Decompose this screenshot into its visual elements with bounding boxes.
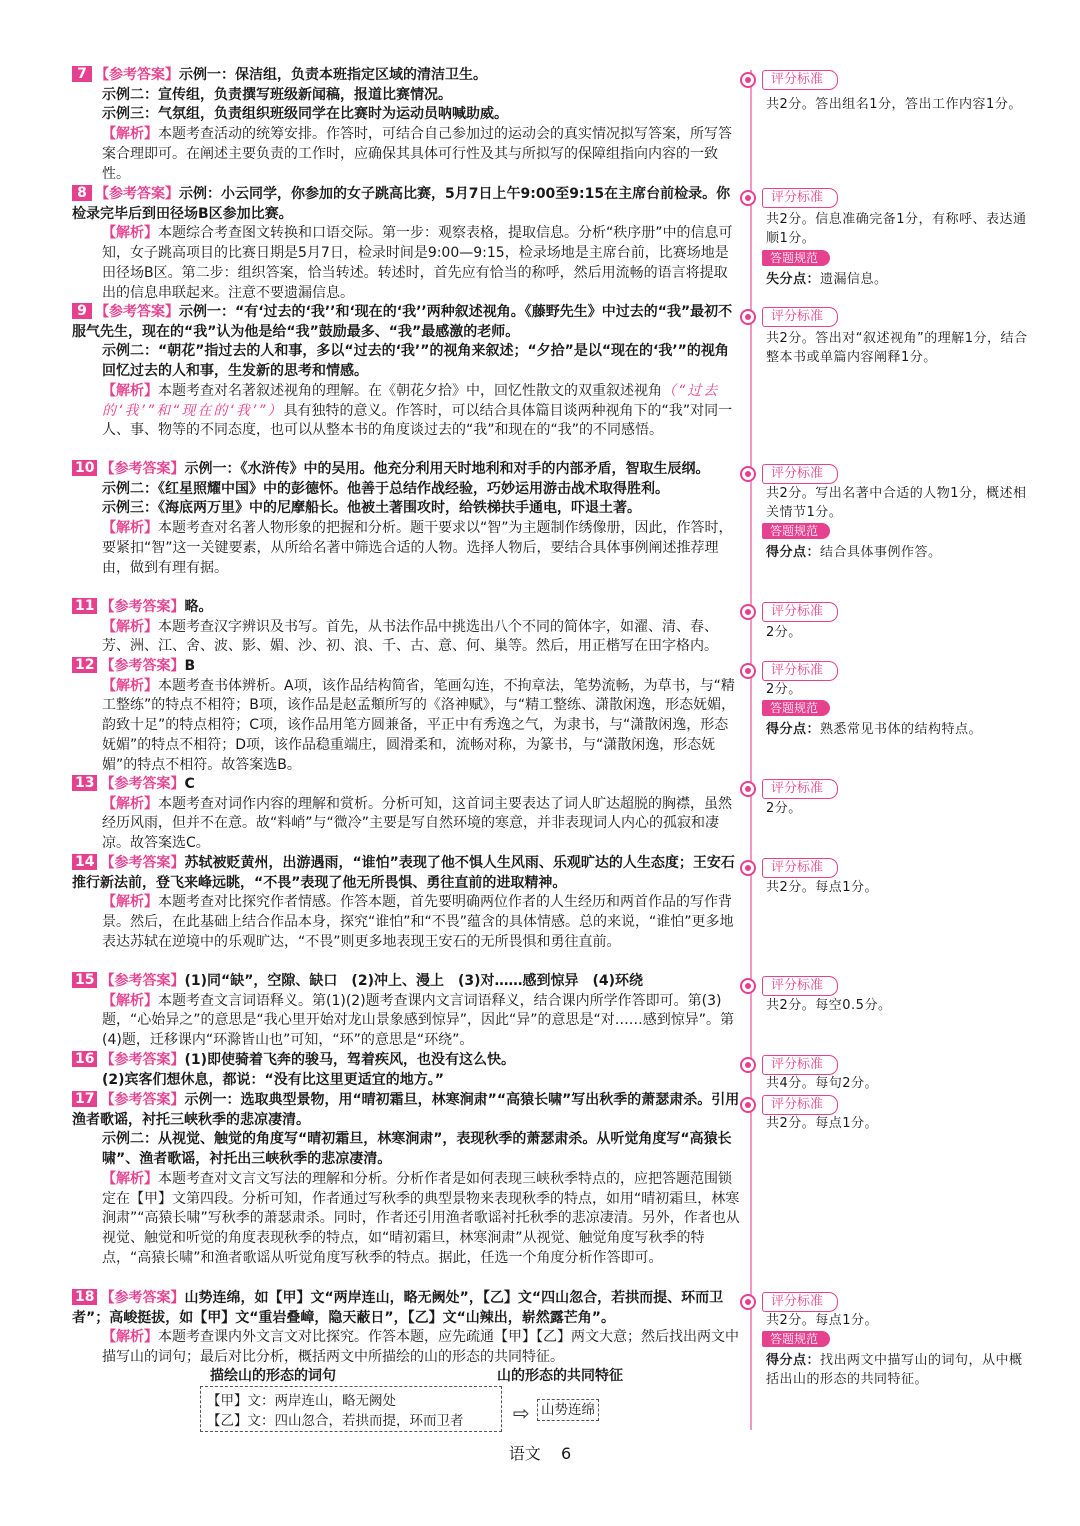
bullet-icon <box>740 663 756 679</box>
question-15: 15 【参考答案】(1)同“缺”，空隙、缺口 (2)冲上、漫上 (3)对……感到惊异 (4)环绕 【解析】本题考查文言词语释义。第(1)(2)题考查课内文言词语释义，结合课内所学作答即可。第(3)题，“心始异之”的意思是“我心里开始对龙山景象感到惊异”，因此“异”的意思是“对……感到惊异”。第(4)题，迁移课内“环滁皆山也”可知，“环”的意思是“环绕”。 <box>72 972 740 1051</box>
question-number: 15 <box>72 972 97 988</box>
phrase-row-jia: 【甲】文：两岸连山，略无阙处 <box>207 1393 396 1409</box>
arrow-right-icon: ⇨ <box>513 1401 530 1425</box>
bullet-icon <box>740 190 756 206</box>
question-number: 14 <box>72 854 97 870</box>
sidebar-divider <box>750 70 752 1430</box>
phrases-box <box>200 1386 502 1432</box>
question-13: 13 【参考答案】C 【解析】本题考查对词作内容的理解和赏析。分析可知，这首词主要表达了词人旷达超脱的胸襟，虽然经历风雨，但并不在意。故“料峭”与“微冷”主要是写自然环境的寒意，并非表现词人内心的孤寂和凄凉。故答案选C。 <box>72 775 740 854</box>
question-number: 9 <box>72 303 92 319</box>
question-12: 12 【参考答案】B 【解析】本题考查书体辨析。A项，该作品结构简省，笔画勾连，不拘章法，笔势流畅，为草书，与“精工整练”的特点不相符；B项，该作品是赵孟頫所写的《洛神赋》，与“精工整练、潇散闲逸，形态妩媚，韵致十足”的特点相符；C项，该作品用笔方圆兼备，平正中有秀逸之气，为隶书，与“潇散闲逸，形态妩媚”的特点不相符；D项，该作品稳重端庄，圆滑柔和，流畅对称，为篆书，与“潇散闲逸，形态妩媚”的特点不相符。故答案选B。 <box>72 657 740 775</box>
question-number: 12 <box>72 657 97 673</box>
bullet-icon <box>740 860 756 876</box>
score-badge: 评分标准 <box>762 858 838 878</box>
question-14: 14 【参考答案】苏轼被贬黄州，出游遇雨，“谁怕”表现了他不惧人生风雨、乐观旷达的人生态度；王安石推行新法前，登飞来峰远眺，“不畏”表现了他无所畏惧、勇往直前的进取精神。 【解析】本题考查对比探究作者情感。作答本题，首先要明确两位作者的人生经历和两首作品的写作背景。然后，在此基础上结合作品本身，探究“谁怕”和“不畏”蕴含的具体情感。总的来说，“谁怕”更多地表达苏轼在逆境中的乐观旷达，“不畏”则更多地表现王安石的无所畏惧和勇往直前。 <box>72 854 735 950</box>
question-number: 16 <box>72 1051 97 1067</box>
score-badge: 评分标准 <box>762 188 838 208</box>
score-badge: 评分标准 <box>762 464 838 484</box>
table-header-phrases: 描绘山的形态的词句 <box>210 1368 336 1384</box>
question-18: 18 【参考答案】山势连绵，如【甲】文“两岸连山，略无阙处”，【乙】文“四山忽合，若拱而提、环而卫者”；高峻挺拔，如【甲】文“重岩叠嶂，隐天蔽日”，【乙】文“山辣出，崭然露芒角”。 【解析】本题考查课内外文言文对比探究。作答本题，应先疏通【甲】【乙】两文大意；然后找出两文中描写山的词句；最后对比分析，概括两文中所描绘的山的形态的共同特征。 <box>72 1289 739 1366</box>
question-number: 17 <box>72 1091 97 1107</box>
question-number: 11 <box>72 598 97 614</box>
score-badge: 评分标准 <box>762 602 838 622</box>
question-number: 18 <box>72 1289 97 1305</box>
handwritten-note: （“过去的‘我’”和“现在的‘我’”） <box>102 382 720 419</box>
feature-box: 山势连绵 <box>537 1399 599 1421</box>
question-9: 9 【参考答案】示例一：“有‘过去的‘我’’和‘现在的‘我’’两种叙述视角。《藤野先生》中过去的“我”最初不服气先生，现在的“我”认为他是给“我”鼓励最多、“我”最感激的老师。 示例二：“朝花”指过去的人和事，多以“过去的‘我’”的视角来叙述；“夕拾”是以“现在的‘我’”的视角回忆过去的人和事，生发新的思考和情感。 【解析】本题考查对名著叙述视角的理解。在《朝花夕拾》中，回忆性散文的双重叙述视角（“过去的‘我’”和“现在的‘我’”）具有独特的意义。作答时，可以结合具体篇目谈两种视角下的“我”对同一人、事、物等的不同态度，也可以从整本书的角度谈过去的“我”和现在的“我”的不同感悟。 <box>72 303 733 439</box>
question-10: 10 【参考答案】示例一：《水浒传》中的吴用。他充分利用天时地利和对手的内部矛盾，智取生辰纲。 示例二：《红星照耀中国》中的彭德怀。他善于总结作战经验，巧妙运用游击战术取得胜利。 示例三：《海底两万里》中的尼摩船长。他被土著围攻时，给铁梯扶手通电，吓退土著。 【解析】本题考查对名著人物形象的把握和分析。题干要求以“智”为主题制作绣像册，因此，作答时，要紧扣“智”这一关键要素，从所给名著中筛选合适的人物。选择人物后，要结合具体事例阐述推荐理由，做到有理有据。 <box>72 460 740 578</box>
bullet-icon <box>740 1294 756 1310</box>
bullet-icon <box>740 604 756 620</box>
question-11: 11 【参考答案】略。 【解析】本题考查汉字辨识及书写。首先，从书法作品中挑选出八个不同的简体字，如濯、清、春、芳、洲、江、舍、波、影、媚、沙、初、浪、千、古、意、何、巢等。然后，用正楷写在田字格内。 <box>72 598 740 657</box>
bullet-icon <box>740 1097 756 1113</box>
question-number: 13 <box>72 775 97 791</box>
bullet-icon <box>740 466 756 482</box>
score-badge: 评分标准 <box>762 976 838 996</box>
score-badge: 评分标准 <box>762 1292 838 1312</box>
table-header-feature: 山的形态的共同特征 <box>497 1368 623 1384</box>
score-badge: 评分标准 <box>762 70 838 90</box>
score-badge: 评分标准 <box>762 307 838 327</box>
question-8: 8 【参考答案】示例：小云同学，你参加的女子跳高比赛，5月7日上午9:00至9:15在主席台前检录。你检录完毕后到田径场B区参加比赛。 【解析】本题综合考查图文转换和口语交际。第一步：观察表格，提取信息。分析“秩序册”中的信息可知，女子跳高项目的比赛日期是5月7日，检录时间是9:00—9:15，检录场地是主席台前，比赛场地是田径场B区。第二步：组织答案，恰当转述。转述时，首先应有恰当的称呼，然后用流畅的语言将提取出的信息串联起来。注意不要遗漏信息。 <box>72 185 733 301</box>
question-number: 10 <box>72 460 97 476</box>
question-17: 17 【参考答案】示例一：选取典型景物，用“晴初霜旦，林寒涧肃”“高猿长啸”写出秋季的萧瑟肃杀。引用渔者歌谣，衬托三峡秋季的悲凉凄清。 示例二：从视觉、触觉的角度写“晴初霜旦，林寒涧肃”，表现秋季的萧瑟肃杀。从听觉角度写“高猿长啸”、渔者歌谣，衬托出三峡秋季的悲凉凄清。 【解析】本题考查对文言文写法的理解和分析。分析作者是如何表现三峡秋季特点的，应把答题范围锁定在【甲】文第四段。分析可知，作者通过写秋季的典型景物来表现秋季的特点，如用“晴初霜旦，林寒涧肃”“高猿长啸”写秋季的萧瑟肃杀。同时，作者还引用渔者歌谣衬托秋季的悲凉凄清。另外，作者也从视觉、触觉和听觉的角度表现秋季的特点，如“晴初霜旦，林寒涧肃”从视觉、触觉角度写秋季的特点，“高猿长啸”和渔者歌谣从听觉角度写秋季的特点。据此，任选一个角度分析作答即可。 <box>72 1091 740 1266</box>
page-number: 6 <box>561 1444 572 1463</box>
question-number: 8 <box>72 185 92 201</box>
page-footer <box>0 1441 1080 1464</box>
score-badge: 评分标准 <box>762 779 838 799</box>
norm-badge: 答题规范 <box>762 250 830 266</box>
phrase-row-yi: 【乙】文：四山忽合，若拱而提，环而卫者 <box>207 1413 464 1429</box>
score-badge: 评分标准 <box>762 661 838 681</box>
norm-badge: 答题规范 <box>762 1331 830 1347</box>
bullet-icon <box>740 978 756 994</box>
subject-label: 语文 <box>508 1444 541 1463</box>
bullet-icon <box>740 1057 756 1073</box>
norm-badge: 答题规范 <box>762 700 830 716</box>
bullet-icon <box>740 309 756 325</box>
score-badge: 评分标准 <box>762 1055 838 1075</box>
norm-badge: 答题规范 <box>762 523 830 539</box>
bullet-icon <box>740 72 756 88</box>
question-16: 16 【参考答案】(1)即使骑着飞奔的骏马，驾着疾风，也没有这么快。 (2)宾客们想休息，都说：“没有比这里更适宜的地方。” <box>72 1051 740 1090</box>
question-number: 7 <box>72 66 92 82</box>
question-7: 7 【参考答案】示例一：保洁组，负责本班指定区域的清洁卫生。 示例二：宣传组，负责撰写班级新闻稿，报道比赛情况。 示例三：气氛组，负责组织班级同学在比赛时为运动员呐喊助威。 【解析】本题考查活动的统筹安排。作答时，可结合自己参加过的运动会的真实情况拟写答案，所写答案合理即可。在阐述主要负责的工作时，应确保其具体可行性及其与所拟写的保障组指向内容的一致性。 <box>72 66 740 184</box>
bullet-icon <box>740 781 756 797</box>
score-badge: 评分标准 <box>762 1095 838 1115</box>
